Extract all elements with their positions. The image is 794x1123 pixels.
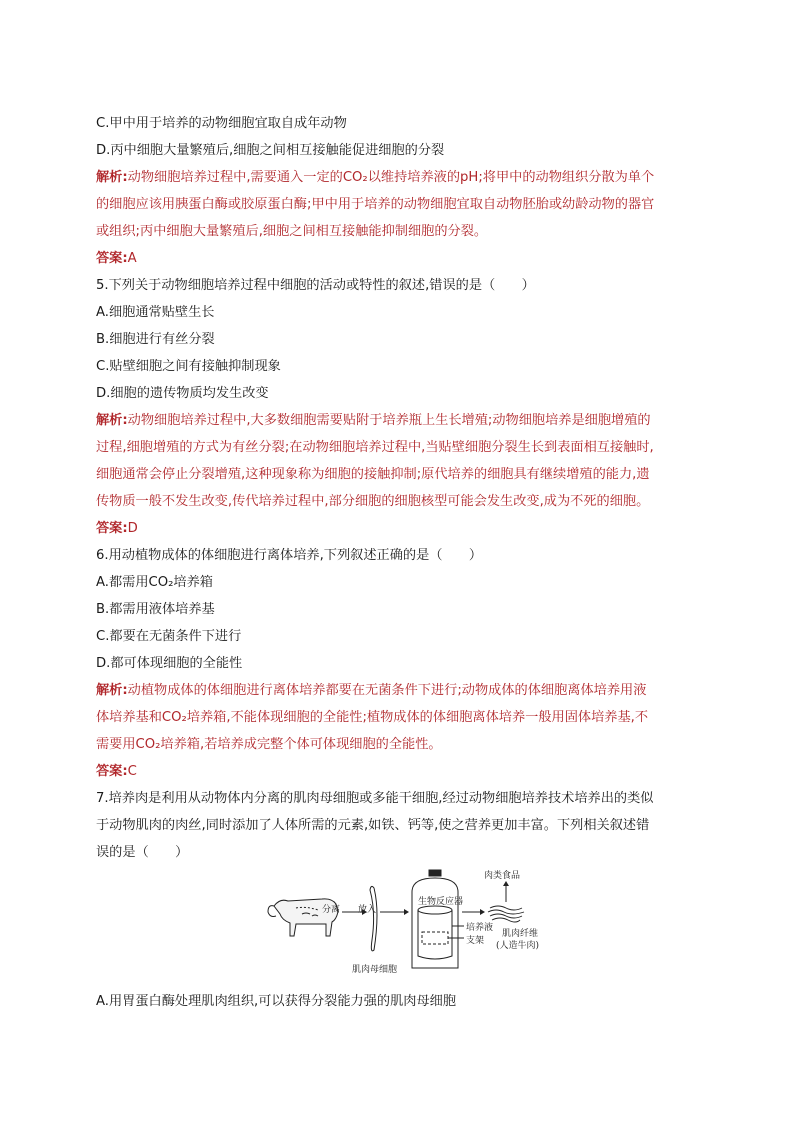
q5-explanation-line: 传物质一般不发生改变,传代培养过程中,部分细胞的细胞核型可能会发生改变,成为不死的细胞。 xyxy=(96,494,650,509)
arrow-put-in-head xyxy=(404,909,409,915)
explanation-tag: 解析: xyxy=(96,413,128,428)
q5-answer-value: D xyxy=(127,521,138,536)
q4-explanation-line: 或组织;丙中细胞大量繁殖后,细胞之间相互接触能抑制细胞的分裂。 xyxy=(96,224,488,239)
label-artificial-beef: (人造牛肉) xyxy=(496,941,540,951)
q5-option-c: C.贴壁细胞之间有接触抑制现象 xyxy=(96,359,281,374)
bioreactor xyxy=(412,870,464,968)
q6-explanation-line: 需要用CO₂培养箱,若培养成完整个体可体现细胞的全能性。 xyxy=(96,737,442,752)
q6-answer-value: C xyxy=(127,764,137,779)
cultured-meat-diagram xyxy=(96,868,698,988)
q5-option-b: B.细胞进行有丝分裂 xyxy=(96,332,215,347)
q6-option-d: D.都可体现细胞的全能性 xyxy=(96,656,243,671)
q6-explanation-text: 动植物成体的体细胞进行离体培养都要在无菌条件下进行;动物成体的体细胞离体培养用液 xyxy=(127,683,647,698)
explanation-tag: 解析: xyxy=(96,170,128,185)
label-support: 支架 xyxy=(466,936,485,946)
q5-explanation-line: 细胞通常会停止分裂增殖,这种现象称为细胞的接触抑制;原代培养的细胞具有继续增殖的能力,遗 xyxy=(96,467,650,482)
q5-explanation-text: 动物细胞培养过程中,大多数细胞需要贴附于培养瓶上生长增殖;动物细胞培养是细胞增殖的 xyxy=(127,413,651,428)
label-put-in: 放入 xyxy=(358,905,377,915)
q5-option-a: A.细胞通常贴壁生长 xyxy=(96,305,215,320)
diagram-drawing xyxy=(266,868,539,986)
label-separate: 分离 xyxy=(322,905,341,915)
explanation-tag: 解析: xyxy=(96,683,128,698)
q4-answer-value: A xyxy=(127,251,137,266)
label-muscle-fiber: 肌肉纤维 xyxy=(502,929,539,939)
muscle-fiber-illustration xyxy=(488,906,524,922)
label-meat-food: 肉类食品 xyxy=(484,871,521,881)
label-medium: 培养液 xyxy=(466,923,494,933)
q6-stem: 6.用动植物成体的体细胞进行离体培养,下列叙述正确的是（ ） xyxy=(96,548,483,563)
q4-option-c: C.甲中用于培养的动物细胞宜取自成年动物 xyxy=(96,116,347,131)
q7-stem-line: 于动物肌肉的肉丝,同时添加了人体所需的元素,如铁、钙等,使之营养更加丰富。下列相关叙述错 xyxy=(96,818,650,833)
q5-explanation-line: 过程,细胞增殖的方式为有丝分裂;在动物细胞培养过程中,当贴壁细胞分裂生长到表面相互接触时, xyxy=(96,440,654,455)
q5-answer xyxy=(96,515,698,542)
q5-stem: 5.下列关于动物细胞培养过程中细胞的活动或特性的叙述,错误的是（ ） xyxy=(96,278,535,293)
q7-stem-line: 7.培养肉是利用从动物体内分离的肌肉母细胞或多能干细胞,经过动物细胞培养技术培养出的类似 xyxy=(96,791,654,806)
document-page xyxy=(96,110,698,1015)
q4-explanation-text: 动物细胞培养过程中,需要通入一定的CO₂以维持培养液的pH;将甲中的动物组织分散为单个 xyxy=(127,170,655,185)
label-bioreactor: 生物反应器 xyxy=(418,897,464,907)
answer-tag: 答案: xyxy=(96,521,128,536)
q6-explanation-line: 体培养基和CO₂培养箱,不能体现细胞的全能性;植物成体的体细胞离体培养一般用固体培养基,不 xyxy=(96,710,649,725)
q5-explanation-line xyxy=(96,407,698,434)
q6-option-b: B.都需用液体培养基 xyxy=(96,602,215,617)
q7-stem-line: 误的是（ ） xyxy=(96,845,189,860)
q4-answer xyxy=(96,245,698,272)
myoblast-cell xyxy=(370,886,377,950)
q4-explanation-line: 的细胞应该用胰蛋白酶或胶原蛋白酶;甲中用于培养的动物细胞宜取自动物胚胎或幼龄动物的器官 xyxy=(96,197,655,212)
q5-option-d: D.细胞的遗传物质均发生改变 xyxy=(96,386,269,401)
q7-option-a: A.用胃蛋白酶处理肌肉组织,可以获得分裂能力强的肌肉母细胞 xyxy=(96,994,457,1009)
answer-tag: 答案: xyxy=(96,251,128,266)
q6-explanation-line xyxy=(96,677,698,704)
label-myoblast: 肌肉母细胞 xyxy=(352,965,398,975)
q6-answer xyxy=(96,758,698,785)
answer-tag: 答案: xyxy=(96,764,128,779)
q6-option-a: A.都需用CO₂培养箱 xyxy=(96,575,213,590)
q4-explanation-line xyxy=(96,164,698,191)
arrow-to-fiber-head xyxy=(480,909,485,915)
arrow-to-meat-food-head xyxy=(503,881,509,886)
q4-option-d: D.丙中细胞大量繁殖后,细胞之间相互接触能促进细胞的分裂 xyxy=(96,143,445,158)
q6-option-c: C.都要在无菌条件下进行 xyxy=(96,629,242,644)
